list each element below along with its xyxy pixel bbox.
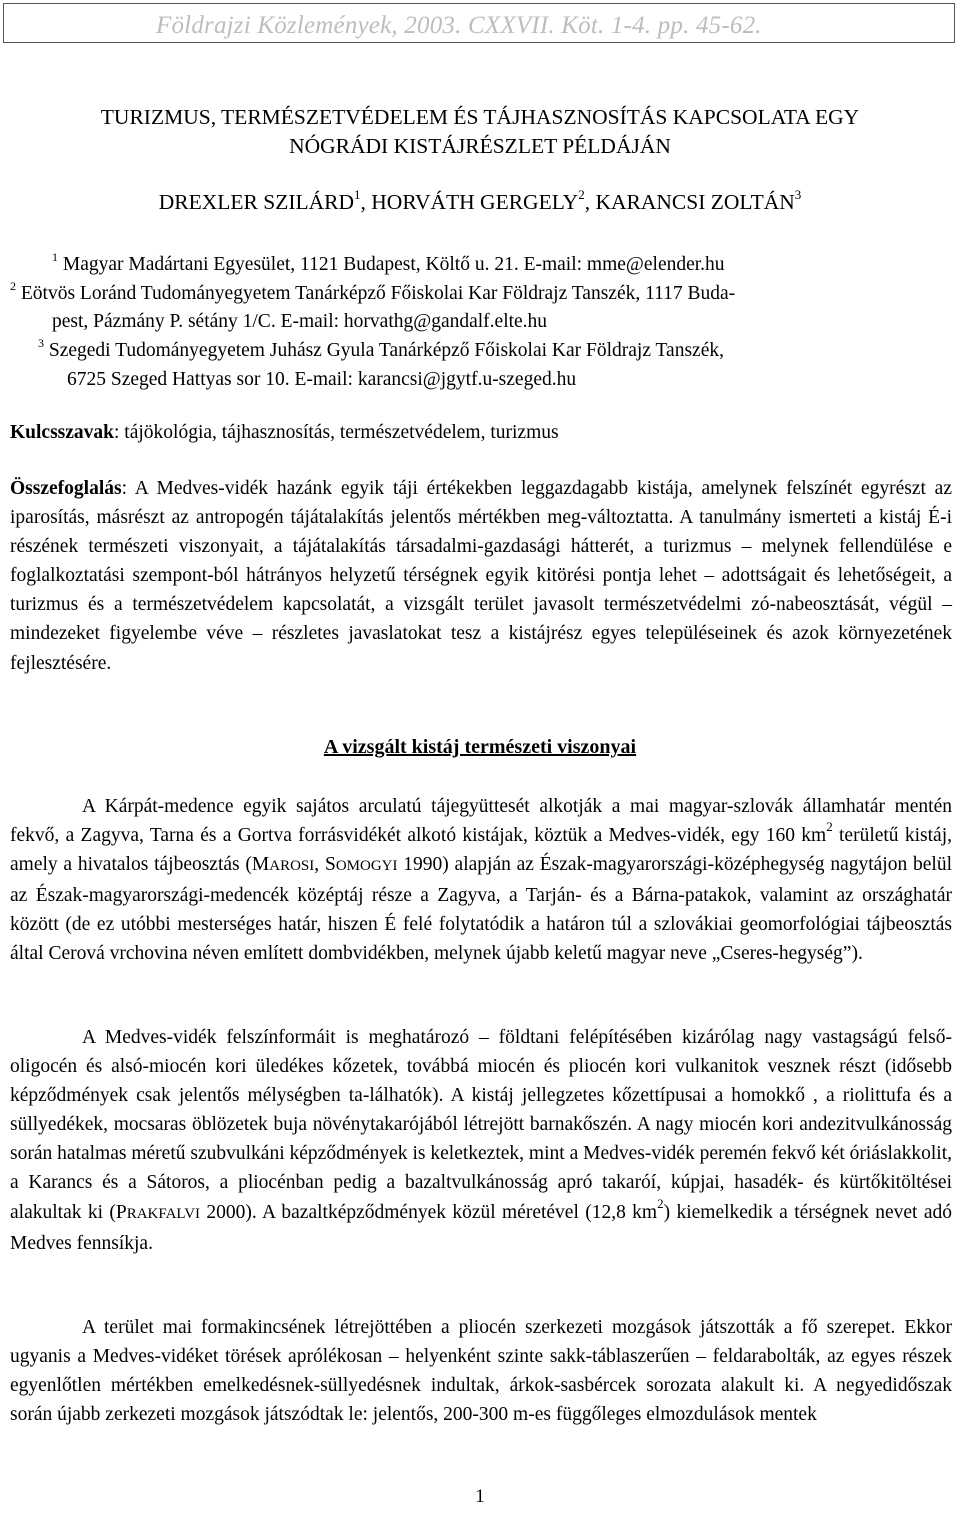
citation-author — [252, 854, 314, 875]
keywords-text: : tájökológia, tájhasznosítás, természetvédelem, turizmus — [114, 422, 559, 443]
citation-initial: P — [115, 1201, 127, 1223]
affiliation-mark: 3 — [38, 336, 44, 350]
affiliation-text: Magyar Madártani Egyesület, 1121 Budapest, Költő u. 21. E-mail: mme@elender.hu — [62, 254, 725, 275]
journal-citation: Földrajzi Közlemények, 2003. CXXVII. Köt. 1-4. pp. 45-62. — [156, 12, 762, 39]
citation-separator: , — [314, 854, 325, 876]
author-separator: , — [360, 190, 372, 214]
paragraph-text: területű kistáj, amely a hivatalos tájbeosztás ( — [10, 825, 952, 876]
abstract — [10, 474, 952, 678]
affiliation-2-continued: pest, Pázmány P. sétány 1/C. E-mail: horvathg@gandalf.elte.hu — [52, 311, 548, 332]
author-affiliation-mark: 3 — [794, 187, 802, 202]
author-affiliation-mark: 2 — [578, 187, 585, 202]
author-affiliation-mark: 1 — [354, 187, 361, 202]
author-separator: , — [584, 190, 596, 214]
author-list — [0, 187, 960, 215]
page-number: 1 — [475, 1486, 485, 1507]
affiliation-3-continued: 6725 Szeged Hattyas sor 10. E-mail: karancsi@jgytf.u-szeged.hu — [67, 369, 577, 390]
abstract-label: Összefoglalás — [10, 478, 122, 499]
journal-header — [3, 3, 955, 43]
keywords — [10, 422, 559, 444]
citation-initial: S — [324, 854, 336, 876]
paragraph-text: ) kiemelkedik a térségnek nevet adó Medves fennsíkja. — [10, 1201, 952, 1254]
body-paragraph-2 — [10, 1023, 952, 1258]
paragraph-text: 1990) alapján az Észak-magyarországi-középhegység nagytájon belül az Észak-magyarországi-medencék középtáj része a Zagyva, a Tarján- és a Bárna-patakok, valamint az országhatár között (de ez utóbbi mesterséges határ, hiszen É felé folytatódik a határon túl a szlovákiai geomorfológiai tájbeosztás által Cerová vrchovina néven említett dombvidékben, melynek újabb keletű magyar neve „Cseres-hegység”). — [10, 854, 953, 965]
citation-smallcaps: RAKFALVI — [126, 1205, 201, 1222]
affiliation-3 — [38, 336, 724, 362]
superscript: 2 — [657, 1195, 664, 1211]
abstract-text: : A Medves-vidék hazánk egyik táji értékekben leggazdagabb kistája, amelynek felszínét egyrészt az iparosítás, másrészt az antropogén tájátalakítás jelentős mértékben meg-változtatta. A tanulmány ismerteti a kistáj É-i részének természeti viszonyait, a tájátalakítás társadalmi-gazdasági hátterét, a turizmus – melynek fellendülése e foglalkoztatási szempont-ból hátrányos helyzetű térségnek egyik kitörési pontja lehet – adottságait és lehetőségeit, a turizmus és a természetvédelem kapcsolatát, a vizsgált terület javasolt természetvédelmi zó-nabeosztását, végül – mindezeket figyelembe véve – részletes javaslatokat tesz a kistájrész egyes településeinek és azok környezetének fejlesztésére. — [10, 478, 952, 674]
author-name: HORVÁTH GERGELY — [371, 190, 579, 214]
article-title-line-2: NÓGRÁDI KISTÁJRÉSZLET PÉLDÁJÁN — [289, 134, 671, 158]
body-paragraph-3: A terület mai formakincsének létrejöttében a pliocén szerkezeti mozgások játszották a fő szerepet. Ekkor ugyanis a Medves-vidéket törések aprólékosan – helyenként szinte sakk-táblaszerűen – feldarabolták, az egyes részek egyenlőtlen mértékben emelkedésnek-süllyedésnek indultak, árkok-sasbércek sorozata alakult ki. A negyedidőszak során újabb zerkezeti mozgások játszódtak le: jelentős, 200-300 m-es függőleges elmozdulások mentek — [10, 1317, 952, 1426]
citation-initial: M — [251, 854, 270, 876]
affiliation-text: Szegedi Tudományegyetem Juhász Gyula Tanárképző Főiskolai Kar Földrajz Tanszék, — [48, 340, 724, 361]
affiliation-text: Eötvös Loránd Tudományegyetem Tanárképző Főiskolai Kar Földrajz Tanszék, 1117 Buda- — [20, 283, 736, 304]
affiliation-1 — [52, 250, 725, 276]
section-heading: A vizsgált kistáj természeti viszonyai — [323, 736, 637, 758]
citation-smallcaps: OMOGYI — [335, 858, 398, 875]
citation-author — [116, 1202, 200, 1223]
paragraph-text: A Medves-vidék felszínformáit is meghatározó – földtani felépítésében kizárólag nagy vastagságú felső-oligocén és alsó-miocén kori üledékes kőzetek, továbbá miocén és pliocén kori vulkanitok vesznek részt (idősebb képződmények csak jelentős mélységben ta-lálhatók). A kistáj jellegzetes kőzettípusai a homokkő , a riolittufa és a süllyedékek, mocsaras öblözetek buja növénytakarójából létrejött barnakőszén. A nagy miocén kori andezitvulkánosság során hatalmas méretű szubvulkáni képződmények is keletkeztek, mint a Medves-vidék peremén fekvő két óriáslakkolit, a Karancs és a Sátoros, a pliocénban pedig a bazaltvulkánosság apró takaróí, kúpjai, hasadék- és kürtőkitöltései alakultak ki ( — [10, 1027, 952, 1223]
article-title-line-1: TURIZMUS, TERMÉSZETVÉDELEM ÉS TÁJHASZNOSÍTÁS KAPCSOLATA EGY — [100, 105, 860, 129]
affiliation-mark: 2 — [10, 279, 16, 293]
author-name: KARANCSI ZOLTÁN — [595, 190, 795, 214]
keywords-label: Kulcsszavak — [10, 422, 115, 443]
paragraph-text: A Kárpát-medence egyik sajátos arculatú tájegyüttesét alkotják a mai magyar-szlovák államhatár mentén fekvő, a Zagyva, Tarna és a Gortva forrásvidékét alkotó kistájak, köztük a Medves-vidék, egy 160 km — [10, 796, 952, 847]
citation-author — [325, 854, 398, 875]
affiliation-2 — [10, 279, 736, 305]
author-name: DREXLER SZILÁRD — [158, 190, 355, 214]
citation-smallcaps: AROSI — [269, 858, 315, 875]
body-paragraph-1 — [10, 792, 952, 969]
paragraph-text: 2000). A bazaltképződmények közül méretével (12,8 km — [200, 1201, 658, 1223]
superscript: 2 — [826, 819, 833, 835]
affiliation-mark: 1 — [52, 250, 58, 264]
